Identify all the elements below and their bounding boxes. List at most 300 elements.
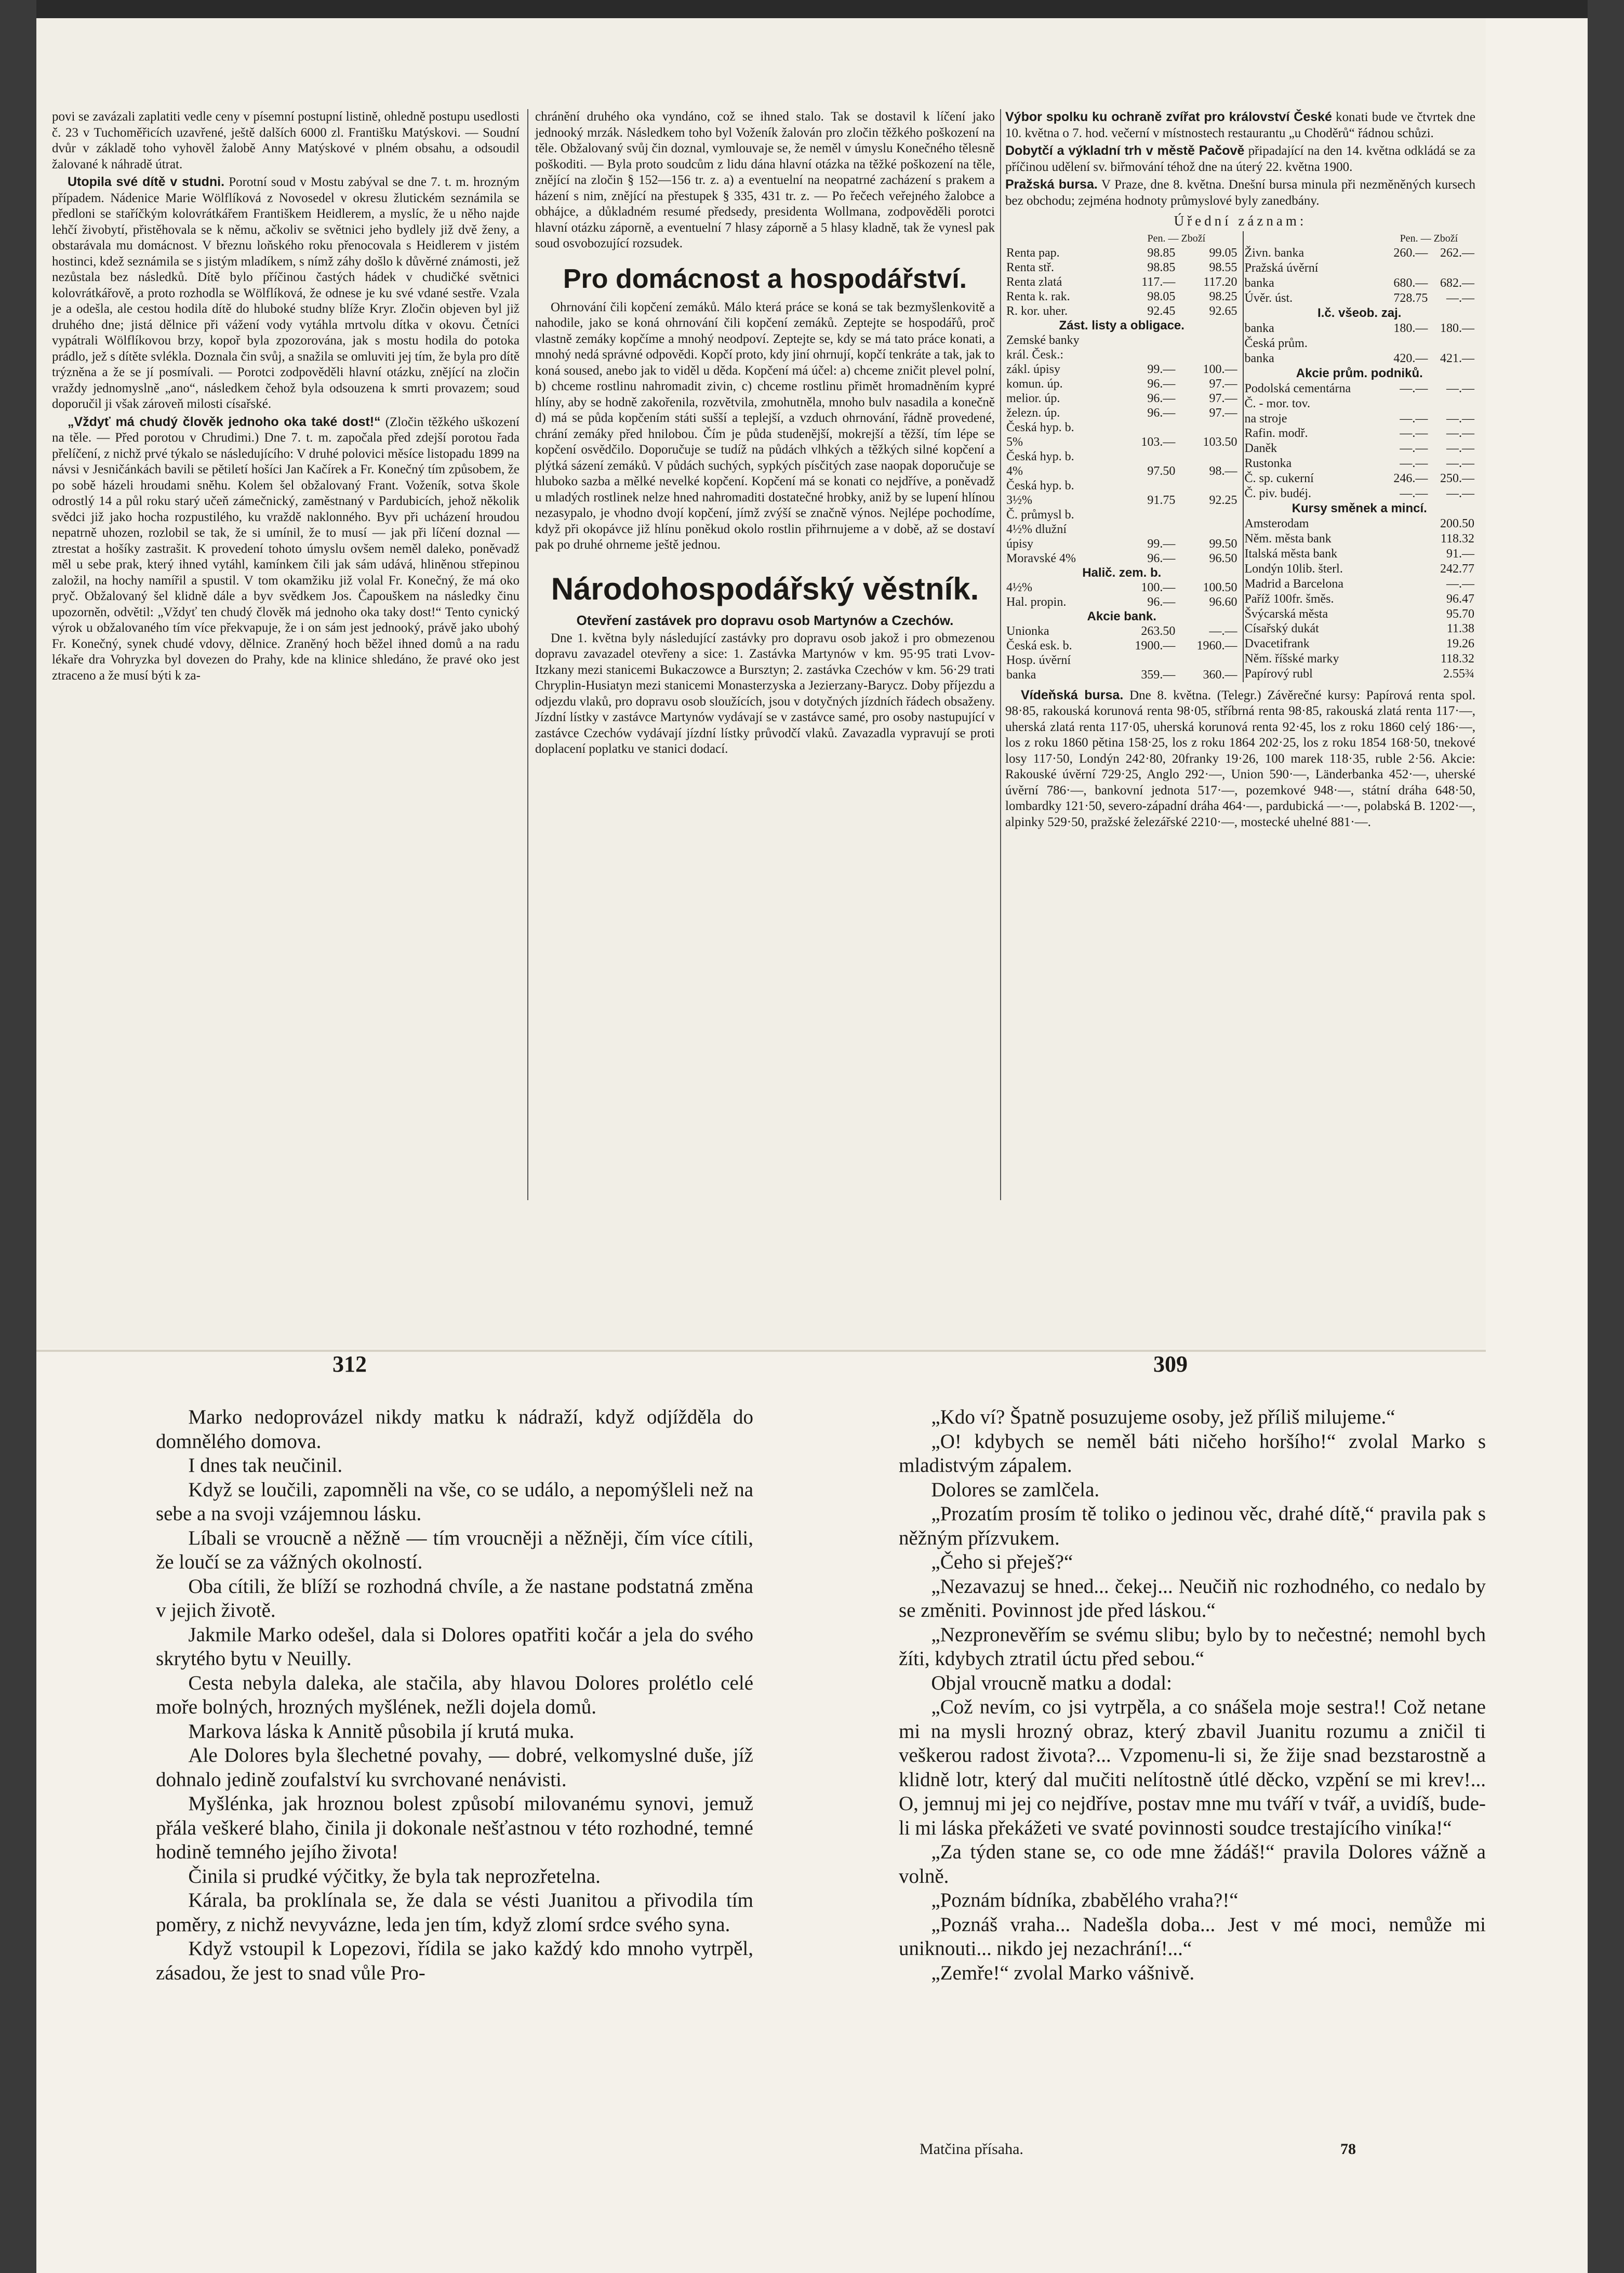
novel-paragraph: Když se loučili, zapomněli na vše, co se událo, a nepomýšleli než na sebe a na svoji vzájemnou lásku.	[156, 1478, 753, 1525]
quote-money	[1114, 420, 1176, 435]
novel-paragraph: „Poznám bídníka, zbabělého vraha?!“	[931, 1889, 1239, 1911]
quote-goods	[1429, 336, 1475, 351]
quote-name: 5%	[1006, 435, 1023, 449]
article-headline: Dobytčí a výkladní trh v městě Pačově	[1005, 143, 1245, 158]
quote-name: Amsterodam	[1244, 517, 1309, 531]
quote-name: Kursy směnek a mincí.	[1292, 501, 1427, 516]
quote-money: 420.—	[1393, 351, 1428, 365]
quote-name: melior. úp.	[1006, 391, 1060, 405]
quote-goods: 91.—	[1446, 547, 1474, 561]
quote-money	[1114, 333, 1176, 348]
quote-goods: 98.—	[1209, 464, 1237, 478]
quote-money	[1382, 547, 1429, 562]
column-household-economy	[535, 109, 995, 759]
quote-name: Akcie prům. podniků.	[1296, 366, 1423, 380]
quote-money	[1382, 531, 1429, 547]
quote-name: Renta stř.	[1006, 260, 1054, 274]
article-headline: Utopila své dítě v studni.	[68, 175, 225, 189]
quote-goods: 1960.—	[1196, 639, 1237, 653]
article-paragraph	[535, 109, 995, 252]
quote-row	[1243, 531, 1476, 547]
quote-money	[1114, 522, 1176, 537]
quote-goods: —.—	[1446, 457, 1474, 471]
novel-paragraph: Ale Dolores byla šlechetné povahy, — dobré, velkomyslné duše, jíž dohnalo jedině zoufalství ku svrchované nenávisti.	[156, 1744, 753, 1791]
quote-row	[1005, 639, 1239, 653]
quote-name: Česká esk. b.	[1006, 639, 1072, 653]
quote-money	[1382, 336, 1429, 351]
quote-row	[1243, 351, 1476, 366]
article-text: Ohrnování čili kopčení zemáků. Málo která práce se koná se tak bezmyšlenkovitě a nahodile, jako se koná ohrnování čili kopčení zemáků. Zeptejte se hospodářů, proč vlastně zemáky kopčíme a mnohý neodpoví. Zeptejte se, kdy se má tato práce konati, a mnohý nedá správné odpovědi. Kopčí proto, kdy jiní ohrnují, kopčí tenkráte a tak, jak to koná soused, anebo jak to viděl u děda. Kopčení má účel: a) chceme zničit plevel polní, b) chceme rostlinu nahromadit zivin, c) chceme rostlinu přimět hromadněním kypré hlíny, aby se hodně zakořenila, rozvětvila, zmohutněla, mnoho bulv nasadila a konečně d) má se půda kopčením státi sušší a teplejší, a vzduch ohrnování, řádně provedené, chrání zemáky před hnilobou. Čím je půda studenější, mokrejší a těžší, tím lépe se kopčení osvědčilo. Doporučuje se tudíž na půdách vlhkých a těžkých silné kopčení a plýtká sázení zemáků. V půdách suchých, sypkých písčitých zase naopak doporučuje se hluboko sazba a mělké nevelké kopčení. Kopčení má se konati co nejdříve, a poněvadž u mladých rostlinek nelze hned nahromaditi dostatečné hrobky, aniž by se lupení hlínou nezasypalo, je vhodno dvojí kopčení, jímž zvýší se značně výnos. Nejlépe pochodíme, když při okopávce již hlínu poněkud okolo rostlin přihrnujeme a v době, až se dostaví pak po druhé ohrneme ještě jednou.	[535, 300, 995, 552]
quote-money	[1114, 653, 1176, 668]
quote-money	[1382, 396, 1429, 411]
quote-goods: 98.55	[1209, 260, 1237, 274]
quote-row	[1243, 411, 1476, 427]
column-court-news	[52, 109, 520, 685]
novel-column-left	[156, 1405, 753, 1985]
novel-paragraph: „Nezpronevěřím se svému slibu; bylo by to nečestné; nemohl bych žíti, kdybych ztratil úctu před sebou.“	[899, 1623, 1486, 1670]
quote-money	[1382, 516, 1429, 531]
quote-name: Švýcarská města	[1244, 607, 1328, 621]
quote-name: Česká hyp. b.	[1006, 420, 1074, 434]
novel-paragraph: Markova láska k Annitě působila jí krutá muka.	[188, 1720, 575, 1743]
article-paragraph	[535, 300, 995, 553]
quote-money: —.—	[1400, 411, 1428, 426]
quote-goods: 97.—	[1209, 391, 1237, 405]
quote-goods: 95.70	[1446, 607, 1474, 621]
article-text: konati bude ve čtvrtek dne 10. května o 7. hod. večerní v místnostech restaurantu „u Choděrů“ řádnou schůzi.	[1005, 110, 1476, 140]
quote-goods: —.—	[1446, 411, 1474, 426]
quote-goods: 96.60	[1209, 595, 1237, 609]
quote-goods: —.—	[1209, 624, 1237, 638]
quote-goods: 200.50	[1440, 517, 1474, 531]
quote-money: 96.—	[1147, 391, 1176, 405]
quote-row	[1005, 391, 1239, 406]
quotes-header-blank	[1005, 231, 1114, 246]
quote-name: Renta pap.	[1006, 246, 1060, 260]
quote-money	[1382, 592, 1429, 607]
quote-row	[1005, 668, 1239, 682]
quotes-header: Pen. — Zboží	[1400, 232, 1458, 244]
column-bourse	[1005, 109, 1475, 832]
quote-name: Něm. města bank	[1244, 531, 1332, 546]
article-headline: Výbor spolku ku ochraně zvířat pro království České	[1005, 110, 1332, 124]
quote-name: úpisy	[1006, 537, 1034, 551]
quote-money: 98.85	[1147, 246, 1176, 260]
quote-money: 96.—	[1147, 377, 1176, 391]
quote-row	[1005, 595, 1239, 609]
quote-row	[1005, 580, 1239, 595]
novel-paragraph: „Prozatím prosím tě toliko o jedinou věc, drahé dítě,“ pravila pak s něžným přízvukem.	[899, 1503, 1486, 1549]
quote-money: 97.50	[1147, 464, 1176, 478]
quote-name: 4%	[1006, 464, 1023, 478]
quote-goods: 421.—	[1440, 351, 1474, 365]
quotes-table-left	[1005, 231, 1239, 682]
quote-money	[1382, 261, 1429, 276]
quote-row	[1243, 621, 1476, 636]
novel-paragraph: „O! kdybych se neměl báti ničeho horšího!“ zvolal Marko s mladistvým zápalem.	[899, 1430, 1486, 1477]
quote-money: 246.—	[1393, 472, 1428, 486]
quote-row	[1005, 435, 1239, 449]
quote-goods	[1429, 261, 1475, 276]
novel-paragraph: Marko nedoprovázel nikdy matku k nádraží, když odjížděla do domnělého domova.	[156, 1406, 753, 1453]
quote-goods: —.—	[1446, 427, 1474, 441]
quote-row	[1005, 449, 1239, 464]
novel-paragraph: Jakmile Marko odešel, dala si Dolores opatřiti kočár a jela do svého skrytého bytu v Neuilly.	[156, 1623, 753, 1670]
scan-border-left	[0, 0, 36, 2273]
quote-name: na stroje	[1244, 411, 1287, 426]
quote-row	[1243, 652, 1476, 667]
column-rule	[527, 109, 528, 1200]
quotes-table-right	[1243, 231, 1476, 682]
quote-goods	[1176, 348, 1238, 362]
vienna-bourse	[1005, 687, 1475, 831]
vienna-heading: Vídeňská bursa.	[1021, 687, 1124, 702]
section-heading: Národohospodářský věstník.	[551, 571, 979, 606]
quote-goods: 103.50	[1203, 435, 1237, 449]
quote-row	[1243, 501, 1476, 516]
quotes-header: Pen. — Zboží	[1147, 232, 1206, 244]
quote-row	[1243, 486, 1476, 501]
novel-paragraph: Kárala, ba proklínala se, že dala se vésti Juanitou a přivodila tím poměry, z nichž nevyváznе, leda jen tím, když zlomí srdce svého syna.	[156, 1889, 753, 1936]
article-paragraph	[52, 414, 520, 684]
quote-name: Italská města bank	[1244, 547, 1338, 561]
quote-row	[1243, 336, 1476, 351]
quote-money: —.—	[1400, 487, 1428, 501]
quote-row	[1243, 246, 1476, 261]
quote-money: 98.85	[1147, 260, 1176, 274]
quote-row	[1243, 276, 1476, 291]
quote-row	[1005, 609, 1239, 624]
quote-row	[1005, 318, 1239, 333]
quote-row	[1005, 493, 1239, 508]
vienna-text: Dne 8. května. (Telegr.) Závěrečné kursy: Papírová renta spol. 98·85, rakouská korunová renta 98·05, stříbrná renta 98·85, rakouská zlatá renta 117·—, uherská zlatá renta 117·05, uherská korunová renta 92·45, los z roku 1860 celý 186·—, los z roku 1860 pětina 158·25, los z roku 1864 202·25, los z roku 1854 168·50, tnekové losy 117·50, Londýn 242·80, 20franky 19·26, 100 marek 118·35, ruble 2·56. Akcie: Rakouské úvěrní 729·25, Anglo 292·—, Union 590·—, Länderbanka 452·—, uherské úvěrní 786·—, bankovní jednota 517·—, pozemkové 948·—, státní dráha 648·50, lombardky 121·50, severo-západní dráha 464·—, pardubická —·—, polabská B. 1202·—, alpinky 529·50, pražské železářské 2210·—, mostecké uhelné 881·—.	[1005, 688, 1476, 829]
quote-name: R. kor. uher.	[1006, 304, 1068, 318]
quote-money: —.—	[1400, 427, 1428, 441]
quote-name: Něm. říšské marky	[1244, 652, 1339, 666]
quote-name: Renta zlatá	[1006, 275, 1062, 289]
quote-money: 96.—	[1147, 551, 1176, 565]
article-paragraph	[1005, 109, 1475, 141]
quote-name: Daněk	[1244, 442, 1277, 456]
quote-name: Č. sp. cukerní	[1244, 472, 1314, 486]
quote-money: 117.—	[1141, 275, 1176, 289]
article-paragraph	[1005, 143, 1475, 175]
quote-name: banka	[1006, 668, 1036, 682]
quote-money: 99.—	[1147, 362, 1176, 376]
quote-goods: 262.—	[1440, 246, 1474, 260]
quotes-header-row	[1243, 231, 1476, 246]
quote-name: Unionka	[1006, 624, 1049, 638]
novel-paragraph: „Což nevím, co jsi vytrpěla, a co snášela moje sestra!! Což netane mi na mysli hrozný obraz, který zbavil Juanitu rozumu a zničil ti veškerou radost života?... Vzpomenu-li si, že žije snad bezstarostně a klidně lotr, který dal mučiti nelítostně útlé děcko, vzpění se mi krev!... O, jemnuj mi jej co nejdříve, postav mne mu tváří v tvář, a uvidíš, bude-li mi láska překážeti ve svaté povinnosti soudce trestajícího viníka!“	[899, 1696, 1486, 1839]
quote-name: Česká hyp. b.	[1006, 449, 1074, 463]
novel-paragraph: Cesta nebyla daleka, ale stačila, aby hlavou Dolores prolétlo celé moře bolných, hrozných myšlének, nežli dojela domů.	[156, 1671, 753, 1718]
quote-name: Hosp. úvěrní	[1006, 653, 1071, 667]
quote-name: Zást. listy a obligace.	[1059, 318, 1184, 333]
scan-border-top	[0, 0, 1624, 18]
section-heading: Pro domácnost a hospodářství.	[563, 263, 967, 294]
quote-goods: 98.25	[1209, 289, 1237, 303]
quote-row	[1005, 522, 1239, 537]
quote-name: 3½%	[1006, 493, 1032, 507]
article-paragraph	[535, 631, 995, 757]
quote-goods: 11.38	[1446, 622, 1474, 636]
quote-goods	[1176, 653, 1238, 668]
article-text: připadající na den 14. května odkládá se za příčinou udělení sv. biřmování téhož dne na úterý 22. května 1900.	[1005, 144, 1475, 174]
article-text: povi se zavázali zaplatiti vedle ceny v písemní postupní listině, ohledně postupu usedlosti č. 23 v Tuchoměřicích uzavřené, ještě dalších 6000 zl. Františku Matýskovi. — Soudní dvůr v základě toho vyhověl žalobě Anny Matýskové v plném obsahu, a odsoudil žalované k náhradě útrat.	[52, 110, 520, 171]
quote-money	[1382, 562, 1429, 577]
quote-goods	[1176, 522, 1238, 537]
quote-money: 96.—	[1147, 595, 1176, 609]
quote-money: 680.—	[1393, 276, 1428, 290]
footer-page: 78	[1340, 2141, 1356, 2158]
quote-name: Č. - mor. tov.	[1244, 396, 1310, 410]
quote-goods: 92.65	[1209, 304, 1237, 318]
quote-row	[1243, 516, 1476, 531]
quote-goods: 118.32	[1440, 652, 1474, 666]
novel-paragraph: „Zemře!“ zvolal Marko vášnivě.	[931, 1961, 1195, 1984]
article-text: (Zločin těžkého uškození na těle. — Před porotou v Chrudimi.) Dne 7. t. m. započala před zdejší porotou řada přelíčení, z nichž prvé týkalo se následujícího: V druhé polovici měsíce listopadu 1899 na návsi v Jesničánkách bavili se pětiletí hošíci Jan Kačírek a Fr. Konečný tím způsobem, že po sobě házeli hroudami sněhu. Kolem šel obžalovaný Frant. Voženík, sotva škole odrostlý 14 a půl roku starý učeň zámečnický, zaměstnaný v Pardubicích, jehož několik svědci již jako hocha rozpustilého, ku vraždě naklonného. Byv při ucházení hroudou nepatrně uhozen, rozlobil se tak, že si umínil, že to musí — jak při líčení doznal — ztrestat a hošíky zastrašit. K provedení tohoto úmyslu ovšem neměl daleko, poněvadž měl u sebe prak, který ihned vytáhl, kamínkem čili jak sám udává, hliněnou střepinou založil, na hochy namířil a spustil. V tom okamžiku již volal Fr. Konečný, že má oko pryč. Obžalovaný šel klidně dále a byv svědkem Jos. Čapouškem na následky činu upozorněn, odvětil: „Vždyť ten chudý člověk má jednoho oka taky dost!“ Tento cynický výrok u obžalovaného tím více překvapuje, že i on sám jest jednooký, právě jako ubohý Fr. Konečný, synek chudé vdovy, dělnice. Zraněný hoch běžel ihned domů a na radu lékaře dra Vohryzka byl dovezen do Prahy, kde na klinice shledáno, že pravé oko jest ztraceno a že musí býti k za-	[52, 415, 520, 683]
quote-goods: 117.20	[1203, 275, 1237, 289]
quote-row	[1005, 246, 1239, 260]
quote-money	[1382, 577, 1429, 592]
quote-row	[1243, 562, 1476, 577]
novel-paragraph: Činila si prudké výčitky, že byla tak neprozřetelna.	[188, 1865, 601, 1887]
quote-money: 260.—	[1393, 246, 1428, 260]
quote-name: Česká hyp. b.	[1006, 478, 1074, 493]
quote-name: Pražská úvěrní	[1244, 261, 1319, 275]
quote-goods	[1176, 420, 1238, 435]
quote-money	[1114, 478, 1176, 493]
quote-name: Zemské banky	[1006, 333, 1080, 347]
quote-row	[1243, 396, 1476, 411]
quote-row	[1005, 362, 1239, 377]
quote-row	[1005, 275, 1239, 289]
quote-goods: 118.32	[1440, 531, 1474, 546]
quote-money: 96.—	[1147, 406, 1176, 420]
article-text: Porotní soud v Mostu zabýval se dne 7. t. m. hrozným případem. Nádenice Marie Wölflíková z Novosedel v okresu žlutickém seznámila se předloni se staříčkým kolovrátkářem Františkem Heidlerem, a myslíc, že u něho najde lehčí živobytí, přistěhovala se k němu, ačkoliv se světnici jeho bydlely již dvě ženy, a obstarávala mu domácnost. V březnu loňského roku přenocovala s Heidlerem v jistém hostinci, kdež seznámila se s jistým mladíkem, s nímž záhy došlo k důvěrné známosti, jež nezůstala bez následků. Dítě bylo příčinou častých hádek v chudičké světnici kolovrátkářově, a proto rozhodla se Wölflíková, že odnese je ku své vdané sestře. Vzala je a odešla, ale cestou hodila dítě do hluboké studny blíže Kryr. Zločin objeven byl již druhého dne; jistá dělnice při vážení vody vytáhla mrtvolu dítka v okovu. Četníci vypátrali Wölflíkovou brzy, kopoř byla zpozorována, jak s mostu hodila do potoka prádlo, jež s dítěte svlékla. Doznala čin svůj, a snažila se omluviti jej tím, že byla pro dítě trýzněna a že se jí posmívali. — Porotci zodpověděli hlavní otázku, znějící na zločin vraždy jednomyslně „ano“, následkem čehož byla odsouzena k smrti provazem; soud doporučil ji však zároveň milosti císařské.	[52, 175, 520, 411]
novel-paragraph: Dolores se zamlčela.	[931, 1478, 1100, 1501]
quote-goods: —.—	[1446, 487, 1474, 501]
quote-goods: 99.50	[1209, 537, 1237, 551]
quote-row	[1243, 291, 1476, 306]
footer-title: Matčina přísaha.	[920, 2141, 1023, 2158]
quote-row	[1005, 333, 1239, 348]
quote-name: banka	[1244, 322, 1274, 336]
quote-money: —.—	[1400, 381, 1428, 395]
novel-paragraph: „Za týden stane se, co ode mne žádáš!“ pravila Dolores vážně a volně.	[899, 1841, 1486, 1887]
quote-name: Madrid a Barcelona	[1244, 577, 1344, 591]
article-paragraph	[52, 109, 520, 172]
quote-name: Č. průmysl b.	[1006, 508, 1074, 522]
quote-row	[1243, 321, 1476, 336]
article-text: Dne 1. května byly následující zastávky pro dopravu osob jakož i pro obmezenou dopravu zavazadel otevřeny a sice: 1. Zastávka Martynów v km. 95·95 trati Lvov-Itzkany mezi stanicemi Bukaczowce a Bursztyn; 2. zastávka Czechów v km. 56·29 trati Chryplin-Husiatyn mezi stanicemi Monasterzyska a Jezierzany-Barycz. Doby příjezdu a odjezdu vlaků, pro dopravu osob sloužících, jsou v dotyčných jízdních řádech obsaženy. Jízdní lístky v zastávce Martynów vydávají se v zastávce samé, pro osoby nastupující v zastávce Czechów vydávají jízdní lístky průvodčí vlaků. Zavazadla vypravují se proti doplacení poplatku ve stanici dodací.	[535, 631, 995, 756]
quote-money: 180.—	[1393, 322, 1428, 336]
quote-name: Papírový rubl	[1244, 667, 1313, 681]
quote-name: Císařský dukát	[1244, 622, 1319, 636]
page-fold	[36, 1350, 1486, 1352]
quote-name: železn. úp.	[1006, 406, 1060, 420]
novel-paragraph: Oba cítili, že blíží se rozhodná chvíle, a že nastane podstatná změna v jejich životě.	[156, 1575, 753, 1621]
quote-goods: 100.—	[1203, 362, 1237, 376]
quote-row	[1243, 592, 1476, 607]
quote-money: 359.—	[1141, 668, 1176, 682]
quote-name: Renta k. rak.	[1006, 289, 1070, 303]
quote-name: Londýn 10lib. šterl.	[1244, 562, 1343, 576]
quote-name: 4½%	[1006, 580, 1032, 594]
quote-row	[1243, 471, 1476, 486]
quote-row	[1005, 508, 1239, 522]
quote-goods	[1176, 449, 1238, 464]
quote-row	[1243, 441, 1476, 456]
quote-money: 99.—	[1147, 537, 1176, 551]
novel-paragraph: „Poznáš vraha... Nadešla doba... Jest v mé moci, nemůže mi uniknouti... nikdo jej nezachrání!...“	[899, 1913, 1486, 1960]
quotes-header-row	[1005, 231, 1239, 246]
quote-goods: —.—	[1446, 291, 1474, 305]
article-paragraph	[1005, 177, 1475, 209]
quote-row	[1005, 420, 1239, 435]
quote-money	[1114, 449, 1176, 464]
quote-goods	[1176, 478, 1238, 493]
article-headline: Pražská bursa.	[1005, 177, 1098, 192]
quote-row	[1243, 306, 1476, 321]
quote-goods: 97.—	[1209, 406, 1237, 420]
quote-row	[1243, 577, 1476, 592]
quote-money: 91.75	[1147, 493, 1176, 507]
quote-name: Halič. zem. b.	[1082, 565, 1162, 580]
quote-money: 1900.—	[1135, 639, 1176, 653]
quote-row	[1243, 607, 1476, 622]
quote-row	[1005, 260, 1239, 275]
quote-name: král. Česk.:	[1006, 348, 1063, 362]
quote-name: I.č. všeob. zaj.	[1317, 306, 1402, 321]
article-text: V Praze, dne 8. května. Dnešní bursa minula při nezměněných kursech bez obchodu; zejména hodnoty průmyslové byly zanedbány.	[1005, 178, 1475, 208]
quote-goods: 96.47	[1446, 592, 1474, 606]
quote-row	[1243, 366, 1476, 381]
quote-name: Paříž 100fr. šměs.	[1244, 592, 1334, 606]
quote-name: Úvěr. úst.	[1244, 291, 1293, 305]
quote-goods	[1176, 333, 1238, 348]
quote-goods: 19.26	[1446, 637, 1474, 651]
quote-row	[1005, 377, 1239, 391]
novel-paragraph: „Nezavazuj se hned... čekej... Neučiň nic rozhodného, co nedalo by se změniti. Povinnost jde před láskou.“	[899, 1575, 1486, 1621]
quote-goods: 92.25	[1209, 493, 1237, 507]
quote-money: 728.75	[1393, 291, 1428, 305]
article-paragraph	[52, 174, 520, 413]
quote-goods	[1429, 396, 1475, 411]
quote-name: Dvacetifrank	[1244, 637, 1310, 651]
quote-goods: 99.05	[1209, 246, 1237, 260]
novel-column-right	[899, 1405, 1486, 1985]
quote-money	[1382, 636, 1429, 652]
quote-row	[1243, 261, 1476, 276]
quote-goods: 2.55¾	[1443, 667, 1474, 681]
quote-name: Živn. banka	[1244, 246, 1304, 260]
novel-paragraph: Objal vroucně matku a dodal:	[931, 1671, 1172, 1694]
quote-goods: 242.77	[1440, 562, 1474, 576]
quote-name: Rafin. modř.	[1244, 427, 1308, 441]
quotes-header-blank	[1243, 231, 1382, 246]
quote-money	[1382, 652, 1429, 667]
article-text: chránění druhého oka vyndáno, což se ihned stalo. Tak se dostavil k líčení jako jednooký mrzák. Následkem toho byl Voženík žalován pro zločin těžkého poškození na těle. Obžalovaný svůj čin doznal, vymlouvaje se, že neměl v úmyslu Konečného tělesně poškoditi. — Byla proto soudcům z lidu dána hlavní otázka na těžké poškození na těle, znějící na zločin § 152—156 tr. z. a) a eventuelní na neopatrné zacházení s prakem a házení s nim, znějící na přestupek § 335, 431 tr. z. — Po řečech veřejného žalobce a obhájce, a důkladném resumé předsedy, presidenta Wollmana, zodpověděli porotci hlavní otázku záporně, a eventuelní 7 hlasy záporně a 5 hlasy kladně, tak že vynesl pak soud osvobozující rozsudek.	[535, 110, 995, 250]
quote-row	[1005, 464, 1239, 478]
quote-row	[1005, 537, 1239, 551]
quote-row	[1005, 653, 1239, 668]
column-rule	[1000, 109, 1001, 1200]
official-record-title: Úřední záznam:	[1174, 213, 1307, 229]
quote-money: —.—	[1400, 442, 1428, 456]
quote-row	[1243, 636, 1476, 652]
quote-name: Moravské 4%	[1006, 551, 1076, 565]
quote-money: 98.05	[1147, 289, 1176, 303]
quote-money: 92.45	[1147, 304, 1176, 318]
quote-row	[1243, 667, 1476, 682]
quote-goods: 97.—	[1209, 377, 1237, 391]
quote-row	[1243, 547, 1476, 562]
quote-money: 103.—	[1141, 435, 1176, 449]
novel-paragraph: Líbali se vroucně a něžně — tím vroucněji a něžněji, čím více cítili, že loučí se za vážných okolností.	[156, 1526, 753, 1573]
page-number-left: 312	[332, 1351, 367, 1377]
novel-paragraph: „Kdo ví? Špatně posuzujeme osoby, jež příliš milujeme.“	[931, 1406, 1395, 1428]
quote-row	[1005, 478, 1239, 493]
scan-border-right	[1588, 0, 1624, 2273]
quote-money	[1114, 508, 1176, 522]
quote-row	[1005, 348, 1239, 362]
quote-name: Akcie bank.	[1087, 609, 1156, 623]
quote-row	[1005, 304, 1239, 318]
quote-row	[1243, 456, 1476, 471]
novel-paragraph: I dnes tak neučinil.	[188, 1454, 343, 1477]
quote-row	[1005, 624, 1239, 639]
quote-goods: 682.—	[1440, 276, 1474, 290]
quote-money: —.—	[1400, 457, 1428, 471]
quote-row	[1243, 381, 1476, 396]
novel-paragraph: Myšlénka, jak hroznou bolest způsobí milovanému synovi, jemuž přála veškeré blaho, činila ji dokonale nešťastnou v této rozhodné, temné hodině temného jejího života!	[156, 1792, 753, 1863]
quote-name: komun. úp.	[1006, 377, 1063, 391]
quote-goods: —.—	[1446, 381, 1474, 395]
quote-row	[1005, 406, 1239, 420]
quote-name: Hal. propin.	[1006, 595, 1067, 609]
quote-money	[1114, 348, 1176, 362]
subheading: Otevření zastávek pro dopravu osob Martynów a Czechów.	[576, 612, 954, 628]
quote-name: Česká prům.	[1244, 336, 1308, 350]
quote-name: 4½% dlužní	[1006, 522, 1067, 536]
novel-paragraph: Když vstoupil k Lopezovi, řídila se jako každý kdo mnoho vytrpěl, zásadou, že jest to snad vůle Pro-	[156, 1937, 753, 1984]
quote-money: 100.—	[1141, 580, 1176, 594]
quote-goods: 360.—	[1203, 668, 1237, 682]
quote-row	[1005, 289, 1239, 304]
quote-row	[1005, 566, 1239, 580]
quote-money	[1382, 621, 1429, 636]
article-headline: „Vždyť má chudý člověk jednoho oka také dost!“	[68, 414, 381, 429]
quote-goods	[1176, 508, 1238, 522]
quote-name: Rustonka	[1244, 457, 1292, 471]
page-number-right: 309	[1153, 1351, 1188, 1377]
quote-row	[1243, 426, 1476, 441]
quote-goods: —.—	[1446, 577, 1474, 591]
quote-goods: 96.50	[1209, 551, 1237, 565]
quote-goods: —.—	[1446, 442, 1474, 456]
quote-money	[1382, 667, 1429, 682]
quote-name: Č. piv. budéj.	[1244, 487, 1311, 501]
quote-goods: 250.—	[1440, 472, 1474, 486]
quote-name: Podolská cementárna	[1244, 381, 1351, 395]
quote-goods: 180.—	[1440, 322, 1474, 336]
quote-name: banka	[1244, 351, 1274, 365]
quote-row	[1005, 551, 1239, 566]
quote-money: 263.50	[1141, 624, 1176, 638]
quote-goods: 100.50	[1203, 580, 1237, 594]
novel-paragraph: „Čeho si přeješ?“	[931, 1551, 1073, 1573]
